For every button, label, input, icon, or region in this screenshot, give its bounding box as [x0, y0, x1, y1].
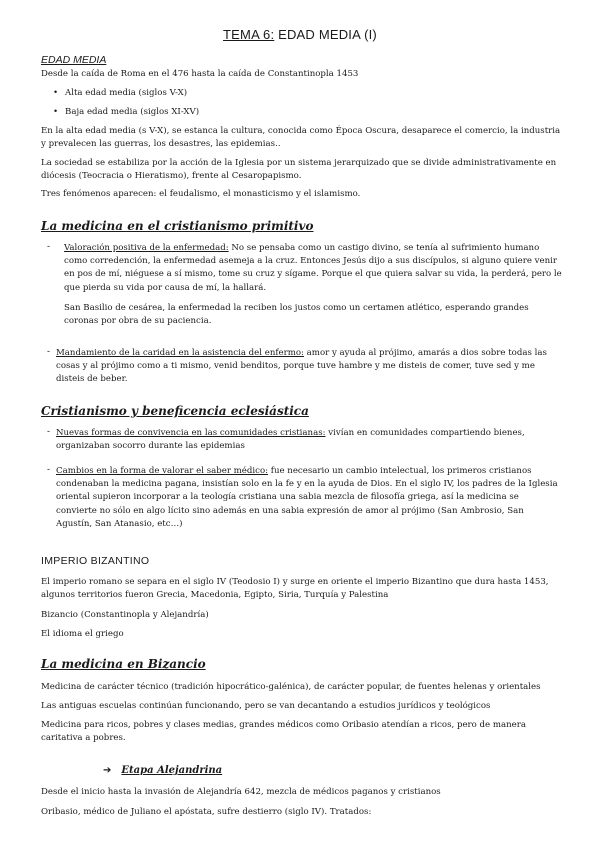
- page-title: [0, 27, 600, 42]
- intro-paragraph-2: La sociedad se estabiliza por la acción de la Iglesia por un sistema jerarquizado que se divide administrativamente en diócesis (Teocracia o Hieratismo), frente al Cesaropapismo.: [41, 158, 557, 181]
- intro-paragraph-1: En la alta edad media (s V-X), se estanca la cultura, conocida como Época Oscura, desaparece el comercio, la industria y prevalecen las guerras, los desastres, las epidemias..: [41, 126, 561, 149]
- section3-paragraph-2: Las antiguas escuelas continúan funcionando, pero se van decantando a estudios jurídicos y teológicos: [41, 701, 491, 711]
- intro-paragraph-3: Tres fenómenos aparecen: el feudalismo, el monasticismo y el islamismo.: [41, 189, 361, 199]
- dash-marker: -: [47, 465, 51, 475]
- dash-marker: -: [47, 347, 51, 357]
- section2-item-1: [56, 427, 562, 453]
- section3-paragraph-5: Oribasio, médico de Juliano el apóstata, sufre destierro (siglo IV). Tratados:: [41, 807, 372, 817]
- arrow-right-icon: ➔: [103, 765, 112, 776]
- section3-paragraph-3: Medicina para ricos, pobres y clases medias, grandes médicos como Oribasio atendían a ricos, pero de manera caritativa a pobres.: [41, 720, 526, 743]
- byzantine-paragraph-1: El imperio romano se separa en el siglo IV (Teodosio I) y surge en oriente el imperio Bizantino que dura hasta 1453, algunos territorios fueron Grecia, Macedonia, Egipto, Siria, Turquía y Palestina: [41, 577, 549, 600]
- section3-heading: La medicina en Bizancio: [41, 657, 206, 671]
- item-label: Cambios en la forma de valorar el saber médico:: [56, 466, 269, 476]
- section1-heading: La medicina en el cristianismo primitivo: [41, 219, 314, 233]
- byzantine-paragraph-2: Bizancio (Constantinopla y Alejandría): [41, 610, 209, 620]
- item-text: fue necesario un cambio intelectual, los primeros cristianos condenaban la medicina pagana, insistían solo en la fe y en la ayuda de Dios. En el siglo IV, los padres de la Iglesia oriental supieron incorporar a la teología cristiana una sabia mezcla de filosofía griega, así la medicina se convierte no sólo en algo lícito sino además en una sabia expresión de amor al prójimo (San Ambrosio, San Agustín, San Atanasio, etc…): [56, 466, 558, 529]
- dash-marker: -: [47, 242, 51, 252]
- byzantine-paragraph-3: El idioma el griego: [41, 629, 124, 639]
- section1-item-1: [64, 242, 562, 295]
- byzantine-heading: IMPERIO BIZANTINO: [41, 555, 150, 567]
- etapa-alejandrina-label: Etapa Alejandrina: [121, 765, 223, 776]
- bullet-alta: • Alta edad media (siglos V-X): [65, 87, 187, 100]
- intro-line: Desde la caída de Roma en el 476 hasta la caída de Constantinopla 1453: [41, 69, 359, 79]
- section1-item-1-sub: San Basilio de cesárea, la enfermedad la reciben los justos como un certamen atlético, esperando grandes coronas por obra de su paciencia.: [64, 303, 529, 327]
- section2-item-2: [56, 465, 562, 531]
- edad-media-heading: EDAD MEDIA: [41, 54, 107, 66]
- item-text: amor y ayuda al prójimo, amarás a dios sobre todas las cosas y al prójimo como a ti mismo, venid benditos, porque tuve hambre y me disteis de comer, tuve sed y me disteis de beber.: [56, 348, 547, 385]
- bullet-baja: • Baja edad media (siglos XI-XV): [65, 106, 199, 119]
- item-label: Valoración positiva de la enfermedad:: [64, 243, 229, 253]
- section2-heading: Cristianismo y beneficencia eclesiástica: [41, 404, 309, 418]
- item-label: Mandamiento de la caridad en la asistencia del enfermo:: [56, 348, 304, 358]
- section1-item-2: [56, 347, 562, 387]
- item-label: Nuevas formas de convivencia en las comunidades cristianas:: [56, 428, 326, 438]
- section3-paragraph-4: Desde el inicio hasta la invasión de Alejandría 642, mezcla de médicos paganos y cristianos: [41, 787, 441, 797]
- item-text: vivían en comunidades compartiendo bienes, organizaban socorro durante las epidemias: [56, 428, 525, 452]
- dash-marker: -: [47, 427, 51, 437]
- title-prefix: TEMA 6:: [223, 27, 275, 42]
- title-rest: EDAD MEDIA (I): [274, 27, 377, 42]
- item-text: No se pensaba como un castigo divino, se tenía al sufrimiento humano como corredención, la enfermedad asemeja a la cruz. Entonces Jesús dijo a sus discípulos, si alguno quiere venir en pos de mí, niéguese a sí mismo, tome su cruz y sígame. Porque el que quiera salvar su vida, la perderá, pero le que pierda su vida por causa de mí, la hallará.: [64, 243, 562, 293]
- etapa-alejandrina-row: [103, 765, 222, 776]
- section3-paragraph-1: Medicina de carácter técnico (tradición hipocrático-galénica), de carácter popular, de fuentes helenas y orientales: [41, 682, 541, 692]
